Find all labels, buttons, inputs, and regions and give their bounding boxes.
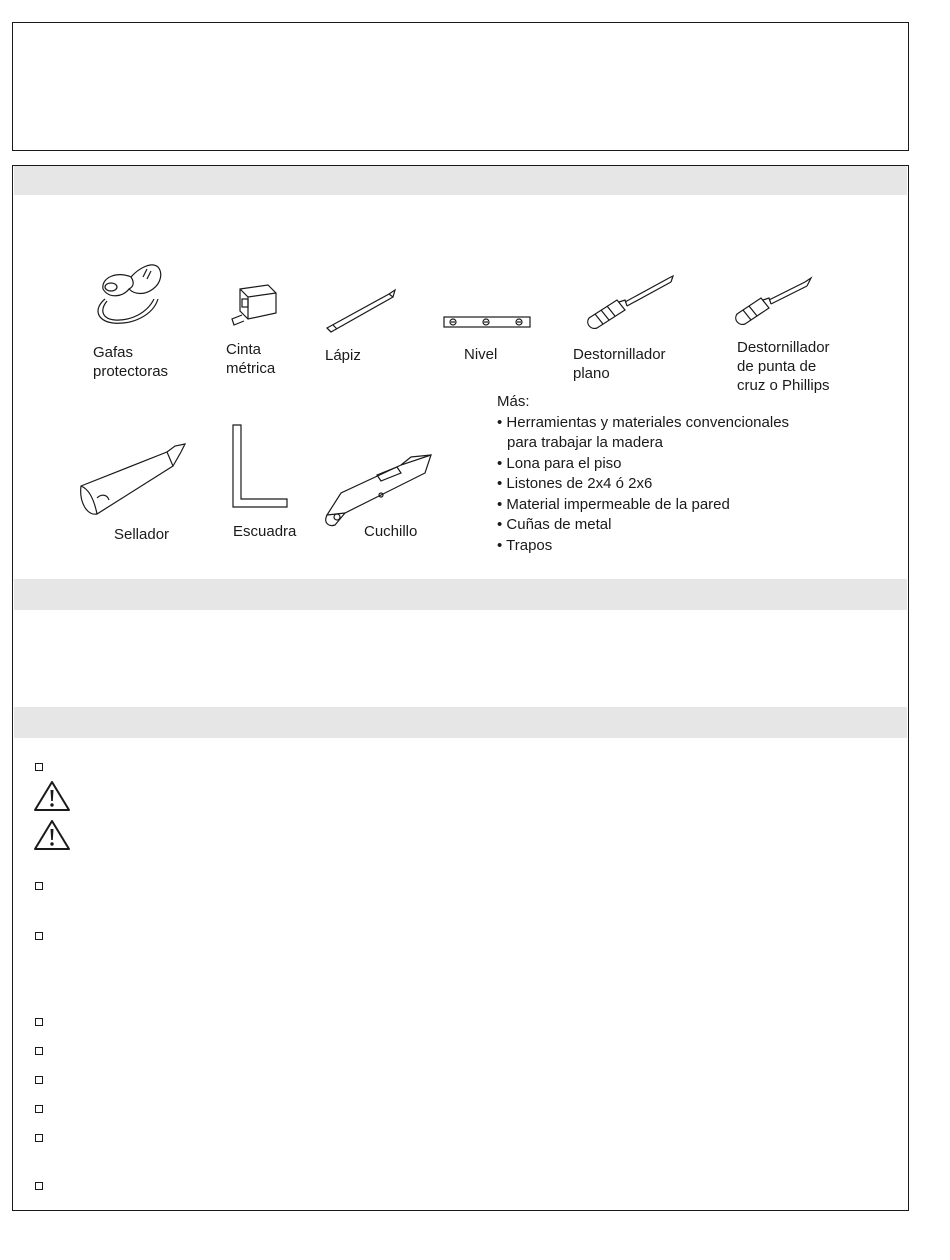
list-item: • Herramientas y materiales convencionales [497,413,790,431]
section-bar-tools [14,166,907,195]
checkbox-icon[interactable] [35,1134,43,1142]
level-icon [443,314,533,330]
tape-measure-label: Cinta métrica [226,341,276,377]
warning-icon [33,780,71,812]
checkbox-icon[interactable] [35,932,43,940]
flat-screwdriver-label: Destornillador plano [573,346,666,382]
checkbox-icon[interactable] [35,1076,43,1084]
list-item: • Material impermeable de la pared [497,495,730,513]
sealant-label: Sellador [114,526,170,543]
square-label: Escuadra [233,523,297,540]
utility-knife-icon [321,453,443,529]
main-box [12,165,909,1211]
section-bar-2 [14,579,907,610]
checkbox-icon[interactable] [35,1018,43,1026]
checkbox-icon[interactable] [35,1182,43,1190]
more-materials [497,392,789,556]
tape-measure-icon [228,279,283,329]
more-heading: Más: [497,393,530,410]
level-label: Nivel [464,346,498,363]
list-item: • Listones de 2x4 ó 2x6 [497,475,653,492]
list-item: • Cuñas de metal [497,516,612,533]
goggles-icon [83,259,183,329]
list-item: • Trapos [497,536,553,554]
list-item: • Lona para el piso [497,454,622,472]
checkbox-icon[interactable] [35,1105,43,1113]
checkbox-icon[interactable] [35,882,43,890]
header-box [12,22,909,151]
pencil-icon [323,288,403,336]
knife-label: Cuchillo [364,523,418,540]
goggles-label: Gafas protectoras [93,344,169,380]
section-bar-3 [14,707,907,738]
list-item: para trabajar la madera [507,434,663,451]
square-icon [229,423,291,515]
flat-screwdriver-icon [583,274,678,334]
checkbox-icon[interactable] [35,1047,43,1055]
phillips-screwdriver-icon [731,276,816,331]
phillips-screwdriver-label: Destornillador de punta de cruz o Phillips [737,339,830,394]
checkbox-icon[interactable] [35,763,43,771]
warning-icon [33,819,71,851]
pencil-label: Lápiz [325,347,361,364]
sealant-tube-icon [77,442,197,522]
